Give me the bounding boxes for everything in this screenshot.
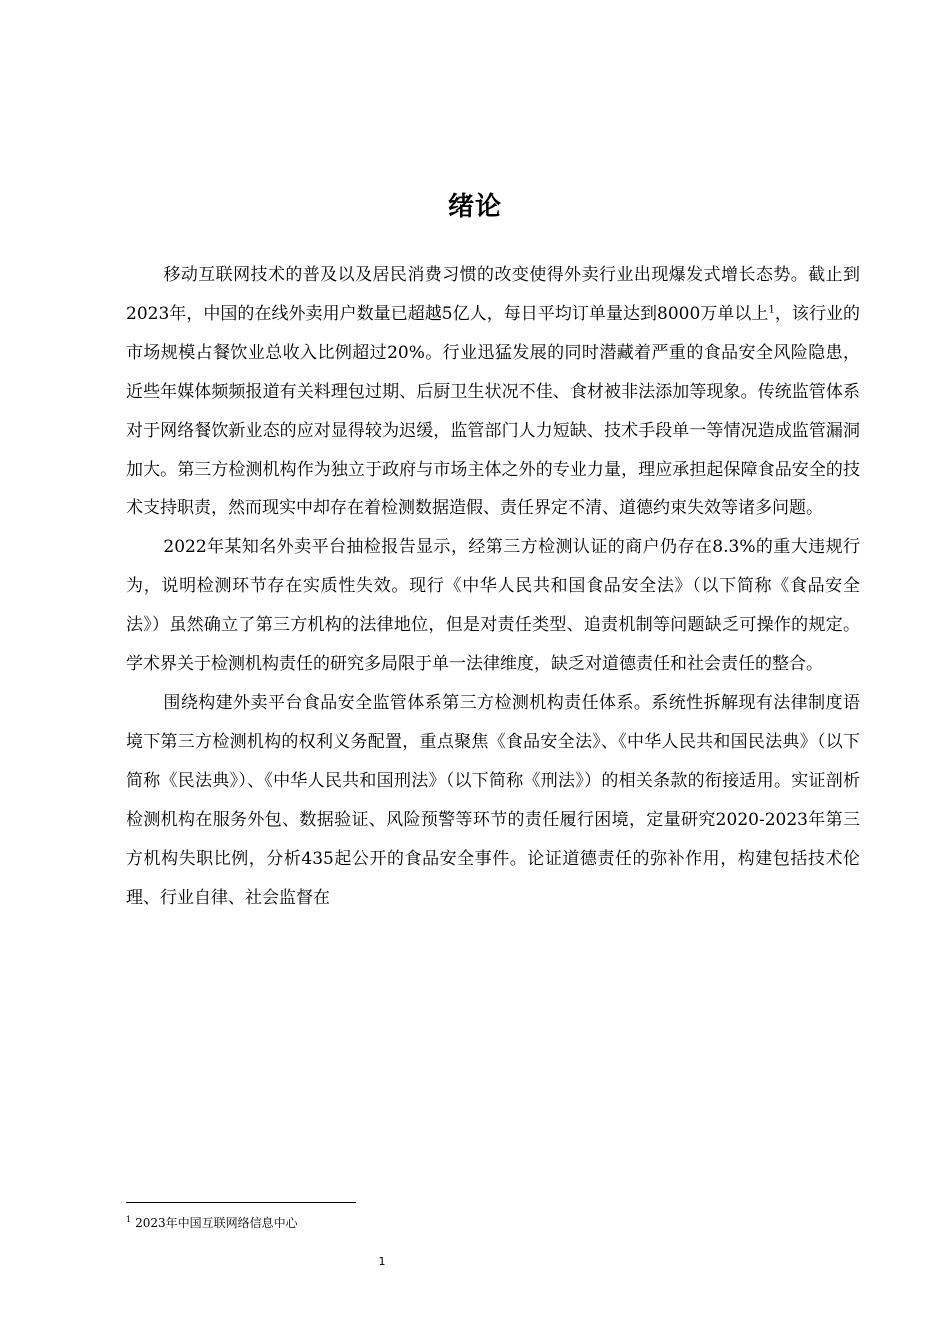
footnote-divider [126,1202,356,1203]
paragraph-1 [126,256,860,528]
footnote-text: 2023年中国互联网络信息中心 [135,1216,298,1230]
paragraph-1-text-before-ref: 移动互联网技术的普及以及居民消费习惯的改变使得外卖行业出现爆发式增长态势。截止到2023年，中国的在线外卖用户数量已超越5亿人，每日平均订单量达到8000万单以上 [126,265,860,324]
paragraph-2: 2022年某知名外卖平台抽检报告显示，经第三方检测认证的商户仍存在8.3%的重大违规行为，说明检测环节存在实质性失效。现行《中华人民共和国食品安全法》（以下简称《食品安全法》）虽然确立了第三方机构的法律地位，但是对责任类型、追责机制等问题缺乏可操作的规定。学术界关于检测机构责任的研究多局限于单一法律维度，缺乏对道德责任和社会责任的整合。 [126,537,860,675]
paragraph-3: 围绕构建外卖平台食品安全监管体系第三方检测机构责任体系。系统性拆解现有法律制度语境下第三方检测机构的权利义务配置，重点聚焦《食品安全法》、《中华人民共和国民法典》（以下简称《民法典》）、《中华人民共和国刑法》（以下简称《刑法》）的相关条款的衔接适用。实证剖析检测机构在服务外包、数据验证、风险预警等环节的责任履行困境，定量研究2020-2023年第三方机构失职比例，分析435起公开的食品安全事件。论证道德责任的弥补作用，构建包括技术伦理、行业自律、社会监督在 [126,692,860,908]
page-title: 绪论 [447,192,502,223]
footnote-mark: 1 [126,1215,132,1224]
paragraph-1-text-after-ref: ，该行业的市场规模占餐饮业总收入比例超过20%。行业迅猛发展的同时潜藏着严重的食品安全风险隐患，近些年媒体频频报道有关料理包过期、后厨卫生状况不佳、食材被非法添加等现象。传统监管体系对于网络餐饮新业态的应对显得较为迟缓，监管部门人力短缺、技术手段单一等情况造成监管漏洞加大。第三方检测机构作为独立于政府与市场主体之外的专业力量，理应承担起保障食品安全的技术支持职责，然而现实中却存在着检测数据造假、责任界定不清、道德约束失效等诸多问题。 [126,303,861,519]
footnote-reference[interactable]: 1 [768,304,775,316]
body-text [126,256,860,917]
page-number: 1 [378,1255,386,1268]
footnote [126,1214,298,1232]
